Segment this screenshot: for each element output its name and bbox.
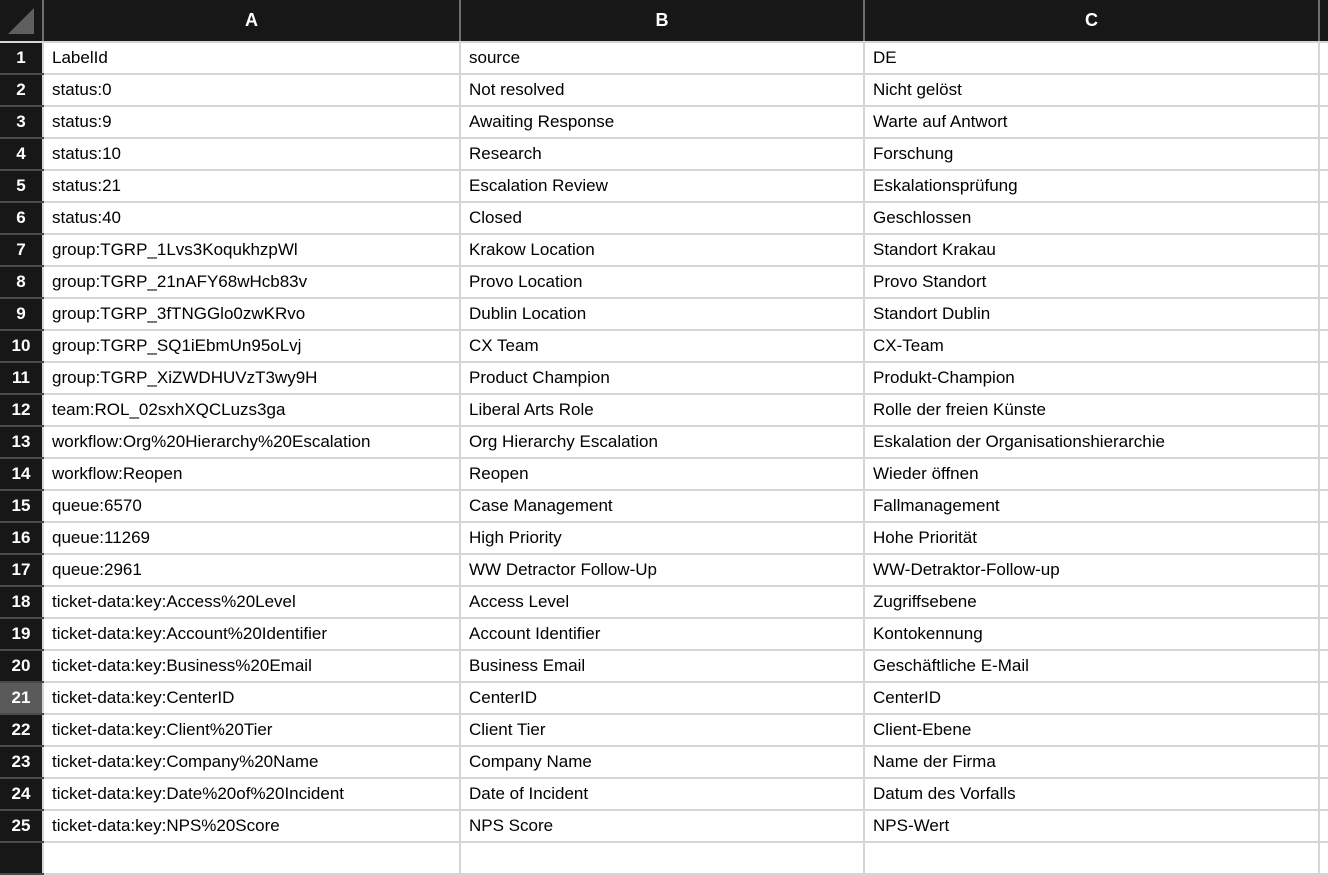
cell-D6-partial[interactable]	[1319, 202, 1328, 234]
cell-D16-partial[interactable]	[1319, 522, 1328, 554]
table-row	[0, 106, 1328, 138]
row-header-18[interactable]: 18	[0, 586, 43, 618]
cell-A22[interactable]: ticket-data:key:Client%20Tier	[43, 714, 460, 746]
row-header-19[interactable]: 19	[0, 618, 43, 650]
cell-D21-partial[interactable]	[1319, 682, 1328, 714]
cell-A10[interactable]: group:TGRP_SQ1iEbmUn95oLvj	[43, 330, 460, 362]
cell-C11[interactable]: Produkt-Champion	[864, 362, 1319, 394]
table-row	[0, 298, 1328, 330]
cell-A9[interactable]: group:TGRP_3fTNGGlo0zwKRvo	[43, 298, 460, 330]
cell-B18[interactable]: Access Level	[460, 586, 864, 618]
cell-C24[interactable]: Datum des Vorfalls	[864, 778, 1319, 810]
cell-C2[interactable]: Nicht gelöst	[864, 74, 1319, 106]
row-header-3[interactable]: 3	[0, 106, 43, 138]
cell-C7[interactable]: Standort Krakau	[864, 234, 1319, 266]
cell-D9-partial[interactable]	[1319, 298, 1328, 330]
cell-A19[interactable]: ticket-data:key:Account%20Identifier	[43, 618, 460, 650]
cell-D15-partial[interactable]	[1319, 490, 1328, 522]
cell-D7-partial[interactable]	[1319, 234, 1328, 266]
table-row-partial	[0, 842, 1328, 874]
cell-C25[interactable]: NPS-Wert	[864, 810, 1319, 842]
table-row	[0, 682, 1328, 714]
cell-B25[interactable]: NPS Score	[460, 810, 864, 842]
row-header-4[interactable]: 4	[0, 138, 43, 170]
cell-B10[interactable]: CX Team	[460, 330, 864, 362]
row-header-13[interactable]: 13	[0, 426, 43, 458]
cell-B14[interactable]: Reopen	[460, 458, 864, 490]
cell-D2-partial[interactable]	[1319, 74, 1328, 106]
column-header-c[interactable]: C	[864, 0, 1319, 42]
row-header-7[interactable]: 7	[0, 234, 43, 266]
table-row	[0, 266, 1328, 298]
cell-D4-partial[interactable]	[1319, 138, 1328, 170]
row-header-17[interactable]: 17	[0, 554, 43, 586]
cell-D17-partial[interactable]	[1319, 554, 1328, 586]
row-header-25[interactable]: 25	[0, 810, 43, 842]
cell-B11[interactable]: Product Champion	[460, 362, 864, 394]
table-row	[0, 202, 1328, 234]
cell-C20[interactable]: Geschäftliche E-Mail	[864, 650, 1319, 682]
cell-A25[interactable]: ticket-data:key:NPS%20Score	[43, 810, 460, 842]
cell-A2[interactable]: status:0	[43, 74, 460, 106]
cell-C13[interactable]: Eskalation der Organisationshierarchie	[864, 426, 1319, 458]
cell-C16[interactable]: Hohe Priorität	[864, 522, 1319, 554]
cell-D19-partial[interactable]	[1319, 618, 1328, 650]
cell-C23[interactable]: Name der Firma	[864, 746, 1319, 778]
cell-B16[interactable]: High Priority	[460, 522, 864, 554]
cell-A23[interactable]: ticket-data:key:Company%20Name	[43, 746, 460, 778]
cell-B4[interactable]: Research	[460, 138, 864, 170]
column-header-partial[interactable]	[1319, 0, 1328, 42]
table-row	[0, 586, 1328, 618]
cell-C21[interactable]: CenterID	[864, 682, 1319, 714]
cell-B6[interactable]: Closed	[460, 202, 864, 234]
row-header-22[interactable]: 22	[0, 714, 43, 746]
cell-A24[interactable]: ticket-data:key:Date%20of%20Incident	[43, 778, 460, 810]
cell-A18[interactable]: ticket-data:key:Access%20Level	[43, 586, 460, 618]
cell-A21[interactable]: ticket-data:key:CenterID	[43, 682, 460, 714]
cell-C19[interactable]: Kontokennung	[864, 618, 1319, 650]
cell-C15[interactable]: Fallmanagement	[864, 490, 1319, 522]
cell-C10[interactable]: CX-Team	[864, 330, 1319, 362]
select-all-corner[interactable]	[0, 0, 43, 42]
select-all-triangle-icon	[8, 8, 34, 34]
cell-D3-partial[interactable]	[1319, 106, 1328, 138]
cell-D11-partial[interactable]	[1319, 362, 1328, 394]
cell-D5-partial[interactable]	[1319, 170, 1328, 202]
row-header-24[interactable]: 24	[0, 778, 43, 810]
cell-C12[interactable]: Rolle der freien Künste	[864, 394, 1319, 426]
cell-B5[interactable]: Escalation Review	[460, 170, 864, 202]
table-row	[0, 554, 1328, 586]
cell-D12-partial[interactable]	[1319, 394, 1328, 426]
cell-B1[interactable]: source	[460, 42, 864, 74]
row-header-6[interactable]: 6	[0, 202, 43, 234]
cell-C6[interactable]: Geschlossen	[864, 202, 1319, 234]
cell-D8-partial[interactable]	[1319, 266, 1328, 298]
row-header-15[interactable]: 15	[0, 490, 43, 522]
cell-B7[interactable]: Krakow Location	[460, 234, 864, 266]
cell-C4[interactable]: Forschung	[864, 138, 1319, 170]
table-row	[0, 522, 1328, 554]
cell-D23-partial[interactable]	[1319, 746, 1328, 778]
table-row	[0, 234, 1328, 266]
column-header-b[interactable]: B	[460, 0, 864, 42]
cell-C5[interactable]: Eskalationsprüfung	[864, 170, 1319, 202]
cell-B17[interactable]: WW Detractor Follow-Up	[460, 554, 864, 586]
cell-A16[interactable]: queue:11269	[43, 522, 460, 554]
row-header-8[interactable]: 8	[0, 266, 43, 298]
cell-A3[interactable]: status:9	[43, 106, 460, 138]
table-row	[0, 714, 1328, 746]
cell-C8[interactable]: Provo Standort	[864, 266, 1319, 298]
table-row	[0, 458, 1328, 490]
cell-D1-partial[interactable]	[1319, 42, 1328, 74]
row-header-23[interactable]: 23	[0, 746, 43, 778]
cell-A6[interactable]: status:40	[43, 202, 460, 234]
cell-D20-partial[interactable]	[1319, 650, 1328, 682]
cell-C1[interactable]: DE	[864, 42, 1319, 74]
table-row	[0, 778, 1328, 810]
cell-C17[interactable]: WW-Detraktor-Follow-up	[864, 554, 1319, 586]
table-row	[0, 138, 1328, 170]
row-header-20[interactable]: 20	[0, 650, 43, 682]
cell-D18-partial[interactable]	[1319, 586, 1328, 618]
cell-A14[interactable]: workflow:Reopen	[43, 458, 460, 490]
row-header-11[interactable]: 11	[0, 362, 43, 394]
row-header-16[interactable]: 16	[0, 522, 43, 554]
cell-C3[interactable]: Warte auf Antwort	[864, 106, 1319, 138]
cell-B9[interactable]: Dublin Location	[460, 298, 864, 330]
cell-A7[interactable]: group:TGRP_1Lvs3KoqukhzpWl	[43, 234, 460, 266]
cell-D14-partial[interactable]	[1319, 458, 1328, 490]
table-row	[0, 362, 1328, 394]
cell-B24[interactable]: Date of Incident	[460, 778, 864, 810]
cell-B19[interactable]: Account Identifier	[460, 618, 864, 650]
cell-A15[interactable]: queue:6570	[43, 490, 460, 522]
row-header-1[interactable]: 1	[0, 42, 43, 74]
cell-D24-partial[interactable]	[1319, 778, 1328, 810]
cell-D10-partial[interactable]	[1319, 330, 1328, 362]
cell-B8[interactable]: Provo Location	[460, 266, 864, 298]
table-row	[0, 74, 1328, 106]
cell-B2[interactable]: Not resolved	[460, 74, 864, 106]
table-row	[0, 426, 1328, 458]
row-header-partial[interactable]	[0, 842, 43, 874]
table-row	[0, 42, 1328, 74]
cell-A8[interactable]: group:TGRP_21nAFY68wHcb83v	[43, 266, 460, 298]
column-header-row	[0, 0, 1328, 42]
table-row	[0, 330, 1328, 362]
cell-A13[interactable]: workflow:Org%20Hierarchy%20Escalation	[43, 426, 460, 458]
table-row	[0, 170, 1328, 202]
table-row	[0, 810, 1328, 842]
cell-A5[interactable]: status:21	[43, 170, 460, 202]
cell-B23[interactable]: Company Name	[460, 746, 864, 778]
row-header-12[interactable]: 12	[0, 394, 43, 426]
row-header-2[interactable]: 2	[0, 74, 43, 106]
table-row	[0, 650, 1328, 682]
cell-A12[interactable]: team:ROL_02sxhXQCLuzs3ga	[43, 394, 460, 426]
table-row	[0, 746, 1328, 778]
cell-partial[interactable]	[864, 842, 1319, 874]
cell-C22[interactable]: Client-Ebene	[864, 714, 1319, 746]
cell-B13[interactable]: Org Hierarchy Escalation	[460, 426, 864, 458]
cell-B22[interactable]: Client Tier	[460, 714, 864, 746]
row-header-21[interactable]: 21	[0, 682, 43, 714]
cell-partial[interactable]	[460, 842, 864, 874]
cell-partial[interactable]	[43, 842, 460, 874]
cell-C14[interactable]: Wieder öffnen	[864, 458, 1319, 490]
row-header-10[interactable]: 10	[0, 330, 43, 362]
cell-A11[interactable]: group:TGRP_XiZWDHUVzT3wy9H	[43, 362, 460, 394]
table-row	[0, 490, 1328, 522]
cell-B20[interactable]: Business Email	[460, 650, 864, 682]
cell-D25-partial[interactable]	[1319, 810, 1328, 842]
cell-C18[interactable]: Zugriffsebene	[864, 586, 1319, 618]
table-row	[0, 394, 1328, 426]
cell-A20[interactable]: ticket-data:key:Business%20Email	[43, 650, 460, 682]
cell-B15[interactable]: Case Management	[460, 490, 864, 522]
row-header-5[interactable]: 5	[0, 170, 43, 202]
cell-C9[interactable]: Standort Dublin	[864, 298, 1319, 330]
cell-A1[interactable]: LabelId	[43, 42, 460, 74]
table-row	[0, 618, 1328, 650]
cell-A17[interactable]: queue:2961	[43, 554, 460, 586]
cell-B12[interactable]: Liberal Arts Role	[460, 394, 864, 426]
cell-D13-partial[interactable]	[1319, 426, 1328, 458]
column-header-a[interactable]: A	[43, 0, 460, 42]
cell-A4[interactable]: status:10	[43, 138, 460, 170]
cell-D22-partial[interactable]	[1319, 714, 1328, 746]
row-header-9[interactable]: 9	[0, 298, 43, 330]
cell-partial[interactable]	[1319, 842, 1328, 874]
cell-B3[interactable]: Awaiting Response	[460, 106, 864, 138]
cell-B21[interactable]: CenterID	[460, 682, 864, 714]
row-header-14[interactable]: 14	[0, 458, 43, 490]
